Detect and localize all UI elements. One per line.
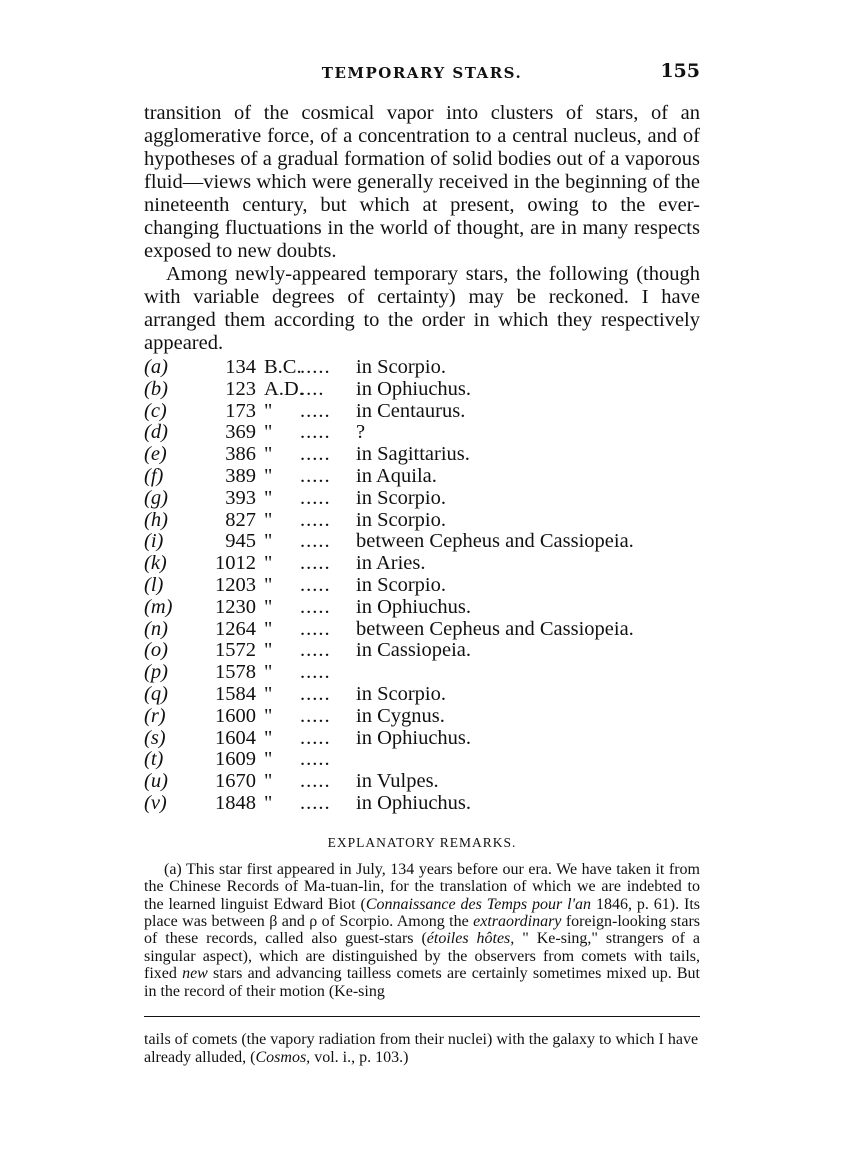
star-letter: (u) [144, 770, 168, 793]
star-letter: (r) [144, 704, 166, 727]
footnote [144, 1031, 700, 1066]
star-location: in Scorpio. [356, 508, 446, 531]
star-year: 1203 [215, 573, 256, 596]
star-location: in Ophiuchus. [356, 726, 472, 749]
running-title: TEMPORARY STARS. [321, 64, 523, 82]
star-letter: (g) [144, 486, 168, 509]
star-year: 1584 [215, 682, 256, 705]
star-year: 1604 [215, 726, 256, 749]
star-leader-dots: ..... [300, 726, 331, 749]
star-location [356, 662, 700, 684]
star-leader-dots: ..... [300, 399, 331, 422]
star-location: between Cepheus and Cassiopeia. [356, 530, 634, 553]
star-list-row [144, 619, 700, 641]
star-leader-dots: .... [300, 377, 325, 400]
star-list-row [144, 422, 700, 444]
star-leader-dots: ..... [300, 552, 331, 575]
star-letter: (i) [144, 530, 164, 553]
star-location: in Scorpio. [356, 356, 446, 378]
remark-text: (a) This star first appeared in July, 134 years before our era. We have taken it from the Chinese Records of Ma-tuan-lin, for the translation of which we are indebted to the learned linguist Edward Biot ( [144, 860, 700, 913]
star-letter: (p) [144, 661, 168, 684]
remark-citation-title: Connaissance des Temps pour l'an [365, 895, 592, 913]
star-era: " [264, 639, 273, 662]
star-letter: (d) [144, 421, 168, 444]
star-location: in Cygnus. [356, 704, 445, 727]
star-era: " [264, 770, 273, 793]
star-letter: (o) [144, 639, 168, 662]
star-era: " [264, 573, 273, 596]
star-letter: (m) [144, 595, 173, 618]
star-era: " [264, 748, 273, 771]
star-list-row [144, 379, 700, 401]
paragraph-2: Among newly-appeared temporary stars, the following (though with variable degrees of certainty) may be reckoned. I have arranged them according to the order in which they respectively appeared. [144, 263, 700, 354]
remark-text: stars and advancing tailless comets are certainly sometimes mixed up. But in the record of their motion (Ke-sing [144, 965, 701, 1000]
star-era: " [264, 530, 273, 553]
star-location [356, 749, 700, 771]
book-page [144, 58, 700, 1082]
footnote-citation: Cosmos, [255, 1048, 311, 1066]
star-location: in Scorpio. [356, 573, 446, 596]
star-leader-dots: ..... [300, 421, 331, 444]
star-location: in Sagittarius. [356, 443, 470, 466]
remark-emphasis: new [182, 965, 208, 983]
star-era: " [264, 464, 273, 487]
star-list-row [144, 749, 700, 771]
remarks-heading: EXPLANATORY REMARKS. [327, 834, 517, 850]
star-leader-dots: ..... [300, 356, 331, 378]
footnote-divider [144, 1016, 700, 1017]
remark-text: " Ke-sing," strangers of a singular aspect), which are distinguished by the observers from comets with tails, fixed [144, 930, 700, 983]
star-list-row [144, 510, 700, 532]
star-era: " [264, 508, 273, 531]
star-year: 1848 [215, 791, 256, 814]
star-list-row [144, 575, 700, 597]
star-list-row [144, 444, 700, 466]
star-list-row [144, 684, 700, 706]
star-year: 123 [225, 377, 256, 400]
star-letter: (e) [144, 443, 167, 466]
star-era: " [264, 661, 273, 684]
star-list-row [144, 597, 700, 619]
star-year: 827 [225, 508, 256, 531]
star-year: 1578 [215, 661, 256, 684]
star-year: 173 [225, 399, 256, 422]
star-era: " [264, 443, 273, 466]
star-leader-dots: ..... [300, 486, 331, 509]
star-location: in Centaurus. [356, 399, 466, 422]
star-year: 1012 [215, 552, 256, 575]
star-year: 134 [225, 356, 256, 378]
page-number: 155 [660, 60, 700, 82]
star-letter: (c) [144, 399, 167, 422]
star-year: 369 [225, 421, 256, 444]
star-leader-dots: ..... [300, 748, 331, 771]
star-year: 393 [225, 486, 256, 509]
star-location: in Aquila. [356, 464, 437, 487]
star-leader-dots: ..... [300, 770, 331, 793]
star-letter: (v) [144, 791, 167, 814]
star-era: " [264, 486, 273, 509]
page-header [144, 58, 700, 88]
star-location: in Ophiuchus. [356, 791, 472, 814]
star-era: B.C. [264, 356, 302, 378]
star-list-row [144, 662, 700, 684]
star-list-row [144, 793, 700, 815]
star-year: 386 [225, 443, 256, 466]
star-letter: (n) [144, 617, 168, 640]
star-leader-dots: ..... [300, 682, 331, 705]
remark-emphasis: extraordinary [473, 912, 562, 930]
star-location: in Ophiuchus. [356, 377, 472, 400]
star-year: 389 [225, 464, 256, 487]
explanatory-remark-a [144, 861, 700, 1000]
star-list-row [144, 553, 700, 575]
star-letter: (t) [144, 748, 164, 771]
star-letter: (b) [144, 377, 168, 400]
star-leader-dots: ..... [300, 464, 331, 487]
star-era: " [264, 682, 273, 705]
star-era: " [264, 552, 273, 575]
star-era: " [264, 399, 273, 422]
star-location: in Vulpes. [356, 770, 439, 793]
star-list-row [144, 531, 700, 553]
star-year: 1670 [215, 770, 256, 793]
star-era: " [264, 595, 273, 618]
star-leader-dots: ..... [300, 704, 331, 727]
star-era: " [264, 791, 273, 814]
star-leader-dots: ..... [300, 617, 331, 640]
star-leader-dots: ..... [300, 508, 331, 531]
star-list-row [144, 728, 700, 750]
star-letter: (l) [144, 573, 164, 596]
star-year: 1264 [215, 617, 256, 640]
star-list-row [144, 401, 700, 423]
temporary-stars-list [144, 357, 700, 815]
star-year: 945 [225, 530, 256, 553]
star-era: " [264, 726, 273, 749]
star-letter: (s) [144, 726, 166, 749]
star-list-row [144, 771, 700, 793]
star-leader-dots: ..... [300, 791, 331, 814]
star-list-row [144, 640, 700, 662]
star-year: 1600 [215, 704, 256, 727]
star-location: in Ophiuchus. [356, 595, 472, 618]
remark-text: 1846, p. 61). Its place was between β and ρ of Scorpio. Among the [144, 895, 701, 930]
star-list-row [144, 466, 700, 488]
star-list-row [144, 706, 700, 728]
star-location: in Aries. [356, 552, 426, 575]
star-letter: (f) [144, 464, 164, 487]
star-era: " [264, 704, 273, 727]
star-leader-dots: ..... [300, 639, 331, 662]
star-year: 1609 [215, 748, 256, 771]
star-location: in Scorpio. [356, 486, 446, 509]
star-era: A.D. [264, 377, 304, 400]
star-leader-dots: ..... [300, 595, 331, 618]
star-list-row [144, 488, 700, 510]
star-location: between Cepheus and Cassiopeia. [356, 617, 634, 640]
footnote-text: vol. i., p. 103.) [310, 1048, 409, 1066]
star-leader-dots: ..... [300, 573, 331, 596]
body-text [144, 102, 700, 355]
remark-french-term: étoiles hôtes, [426, 930, 515, 948]
star-list-row [144, 357, 700, 379]
star-letter: (q) [144, 682, 168, 705]
star-year: 1230 [215, 595, 256, 618]
star-letter: (k) [144, 552, 167, 575]
star-letter: (a) [144, 356, 168, 378]
star-year: 1572 [215, 639, 256, 662]
footnote-text: tails of comets (the vapory radiation from their nuclei) with the galaxy to which I have already alluded, ( [144, 1030, 699, 1066]
star-location: in Cassiopeia. [356, 639, 472, 662]
star-letter: (h) [144, 508, 168, 531]
star-era: " [264, 421, 273, 444]
star-leader-dots: ..... [300, 530, 331, 553]
remark-text: foreign-looking stars of these records, called also guest-stars ( [144, 912, 700, 948]
star-location: in Scorpio. [356, 682, 446, 705]
star-leader-dots: ..... [300, 443, 331, 466]
paragraph-1: transition of the cosmical vapor into clusters of stars, of an agglomerative force, of a concentration to a central nucleus, and of hypotheses of a gradual formation of solid bodies out of a vaporous fluid—views which were generally received in the beginning of the nineteenth century, but which at present, owing to the ever-changing fluctuations in the world of thought, are in many respects exposed to new doubts. [144, 102, 700, 262]
star-leader-dots: ..... [300, 661, 331, 684]
star-location: ? [356, 421, 366, 444]
star-era: " [264, 617, 273, 640]
